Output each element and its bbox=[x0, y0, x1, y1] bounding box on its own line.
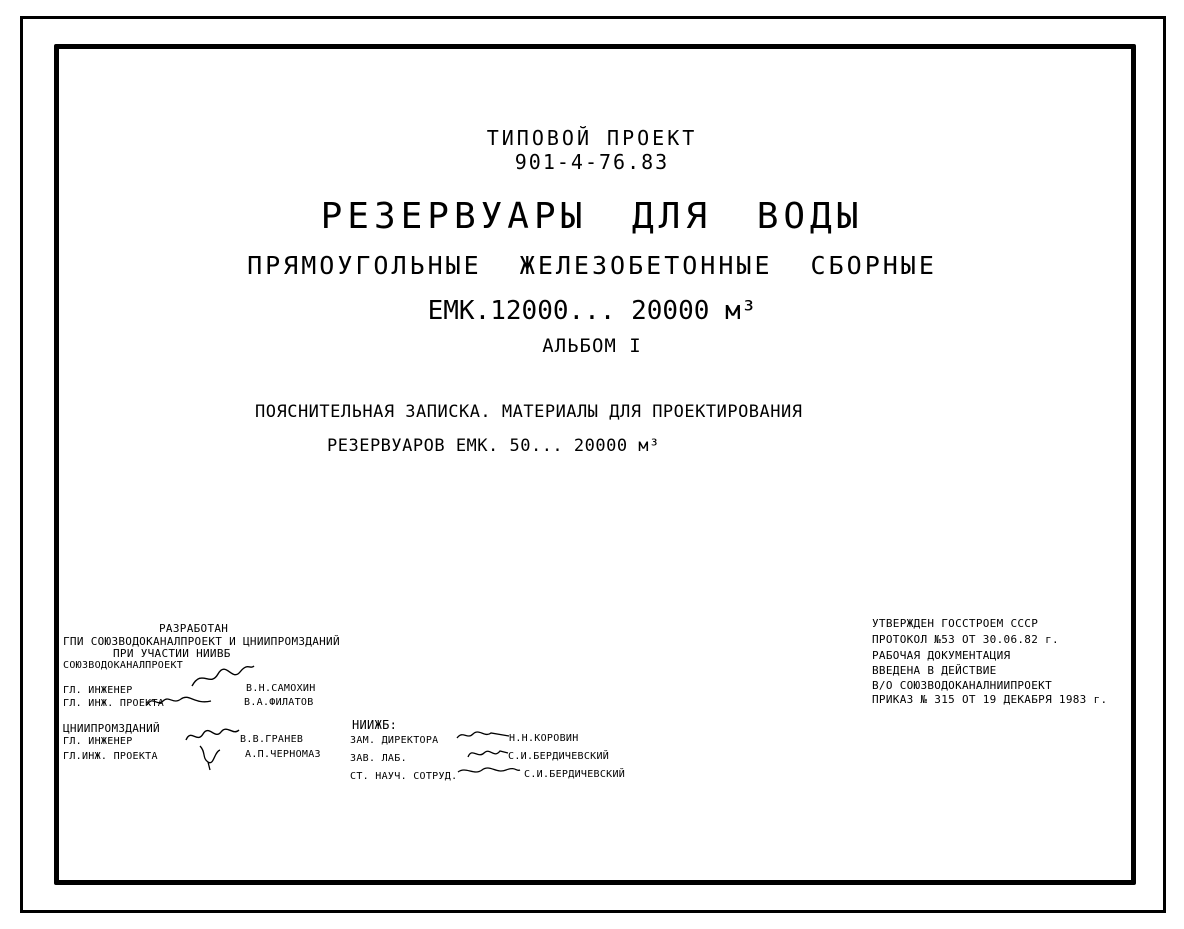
developers-heading: РАЗРАБОТАН bbox=[159, 622, 229, 635]
chief-engineer-name: В.Н.САМОХИН bbox=[246, 683, 316, 694]
approval-line-4: ВВЕДЕНА В ДЕЙСТВИЕ bbox=[872, 664, 997, 677]
signature-cniip-project bbox=[196, 742, 230, 772]
cniip-heading: ЦНИИПРОМЗДАНИЙ bbox=[63, 722, 160, 735]
niivb-lab-label: ЗАВ. ЛАБ. bbox=[350, 753, 407, 764]
niivb-senior-label: СТ. НАУЧ. СОТРУД. bbox=[350, 771, 458, 782]
niivb-lab-name: С.И.БЕРДИЧЕВСКИЙ bbox=[508, 751, 610, 762]
document-title: РЕЗЕРВУАРЫ ДЛЯ ВОДЫ bbox=[320, 196, 864, 237]
project-number: 901-4-76.83 bbox=[514, 150, 670, 174]
developers-org-line-2: ПРИ УЧАСТИИ НИИВБ bbox=[113, 647, 231, 660]
note-line-1: ПОЯСНИТЕЛЬНАЯ ЗАПИСКА. МАТЕРИАЛЫ ДЛЯ ПРОЕКТИРОВАНИЯ bbox=[255, 402, 803, 422]
niivb-deputy-label: ЗАМ. ДИРЕКТОРА bbox=[350, 735, 439, 746]
project-label: ТИПОВОЙ ПРОЕКТ bbox=[486, 126, 698, 150]
cniip-engineer-name: В.В.ГРАНЕВ bbox=[240, 734, 304, 745]
cniip-project-name: А.П.ЧЕРНОМАЗ bbox=[245, 749, 321, 760]
chief-project-engineer-label: ГЛ. ИНЖ. ПРОЕКТА bbox=[63, 698, 165, 709]
signature-niivb-deputy bbox=[455, 728, 511, 744]
approval-line-2: ПРОТОКОЛ №53 ОТ 30.06.82 г. bbox=[872, 633, 1059, 646]
approval-line-1: УТВЕРЖДЕН ГОССТРОЕМ СССР bbox=[872, 617, 1039, 630]
niivb-senior-name: С.И.БЕРДИЧЕВСКИЙ bbox=[524, 769, 626, 780]
cniip-project-label: ГЛ.ИНЖ. ПРОЕКТА bbox=[63, 751, 158, 762]
signature-chief-engineer bbox=[188, 664, 258, 690]
signature-niivb-senior bbox=[456, 764, 522, 778]
signature-chief-project-engineer bbox=[145, 693, 215, 709]
album-number: АЛЬБОМ I bbox=[542, 335, 642, 357]
chief-project-engineer-name: В.А.ФИЛАТОВ bbox=[244, 697, 314, 708]
niivb-deputy-name: Н.Н.КОРОВИН bbox=[509, 733, 579, 744]
niivb-heading: НИИЖБ: bbox=[352, 718, 398, 732]
cniip-engineer-label: ГЛ. ИНЖЕНЕР bbox=[63, 736, 133, 747]
chief-engineer-label: ГЛ. ИНЖЕНЕР bbox=[63, 685, 133, 696]
note-line-2: РЕЗЕРВУАРОВ ЕМК. 50... 20000 м³ bbox=[327, 436, 660, 456]
developers-org-line-1: ГПИ СОЮЗВОДОКАНАЛПРОЕКТ И ЦНИИПРОМЗДАНИЙ bbox=[63, 635, 340, 648]
developers-org-line-3: СОЮЗВОДОКАНАЛПРОЕКТ bbox=[63, 660, 184, 671]
document-subtitle: ПРЯМОУГОЛЬНЫЕ ЖЕЛЕЗОБЕТОННЫЕ СБОРНЫЕ bbox=[247, 251, 937, 280]
signature-niivb-lab bbox=[466, 745, 510, 763]
approval-line-3: РАБОЧАЯ ДОКУМЕНТАЦИЯ bbox=[872, 649, 1011, 662]
approval-line-6: ПРИКАЗ № 315 ОТ 19 ДЕКАБРЯ 1983 г. bbox=[872, 693, 1108, 706]
approval-line-5: В/О СОЮЗВОДОКАНАЛНИИПРОЕКТ bbox=[872, 679, 1052, 692]
capacity-range: ЕМК.12000... 20000 м³ bbox=[427, 296, 757, 326]
